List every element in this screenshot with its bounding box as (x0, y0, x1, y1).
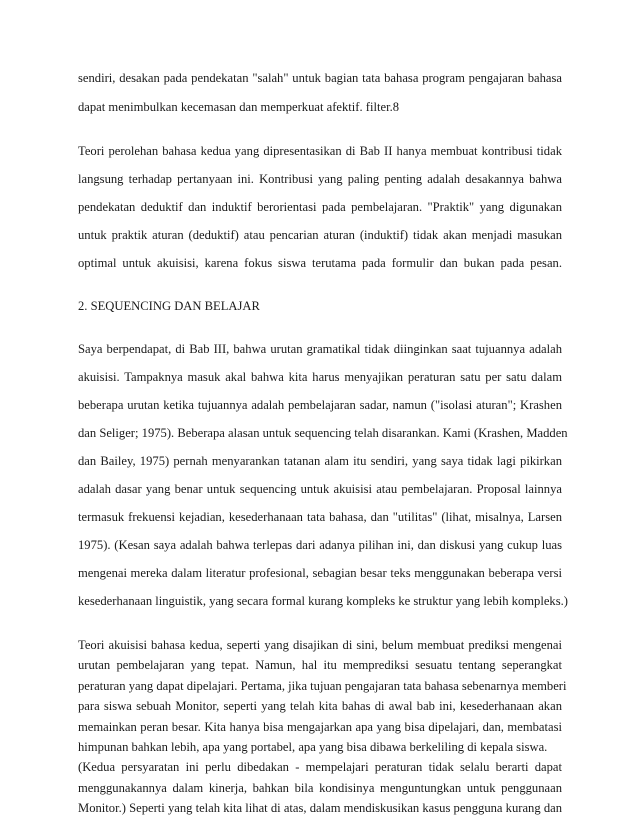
paragraph-line: untuk praktik aturan (deduktif) atau pencarian aturan (induktif) tidak akan menjadi masukan (78, 228, 562, 242)
paragraph-line: Teori akuisisi bahasa kedua, seperti yang disajikan di sini, belum membuat prediksi mengenai (78, 638, 562, 652)
section-heading: 2. SEQUENCING DAN BELAJAR (78, 299, 260, 313)
paragraph-line: menggunakannya dalam kinerja, bahkan bila kondisinya menguntungkan untuk penggunaan (78, 781, 562, 795)
paragraph-line: peraturan yang dapat dipelajari. Pertama, jika tujuan pengajaran tata bahasa sebenarnya memberi (78, 679, 567, 693)
paragraph-line: memainkan peran besar. Kita hanya bisa mengajarkan apa yang bisa dipelajari, dan, membatasi (78, 720, 562, 734)
paragraph-line: sendiri, desakan pada pendekatan "salah" untuk bagian tata bahasa program pengajaran bahasa (78, 71, 562, 85)
paragraph-line: dan Bailey, 1975) pernah menyarankan tatanan alam itu sendiri, yang saya tidak lagi pikirkan (78, 454, 562, 468)
paragraph-line: langsung terhadap pertanyaan ini. Kontribusi yang paling penting adalah desakannya bahwa (78, 172, 562, 186)
paragraph-line: optimal untuk akuisisi, karena fokus siswa terutama pada formulir dan bukan pada pesan. (78, 256, 562, 270)
paragraph-line: pendekatan deduktif dan induktif berorientasi pada pembelajaran. "Praktik" yang digunakan (78, 200, 562, 214)
paragraph-line: dapat menimbulkan kecemasan dan memperkuat afektif. filter.8 (78, 100, 400, 114)
paragraph-line: urutan pembelajaran yang tepat. Namun, hal itu memprediksi sesuatu tentang seperangkat (78, 658, 562, 672)
paragraph-line: himpunan bahkan lebih, apa yang portabel, apa yang bisa dibawa berkeliling di kepala siswa. (78, 740, 548, 754)
paragraph-line: dan Seliger; 1975). Beberapa alasan untuk sequencing telah disarankan. Kami (Krashen, Madden (78, 426, 568, 440)
paragraph-line: termasuk frekuensi kejadian, kesederhanaan tata bahasa, dan "utilitas" (lihat, misalnya, Larsen (78, 510, 562, 524)
paragraph-line: akuisisi. Tampaknya masuk akal bahwa kita harus menyajikan peraturan satu per satu dalam (78, 370, 562, 384)
paragraph-line: kesederhanaan linguistik, yang secara formal kurang kompleks ke struktur yang lebih kompleks.) (78, 594, 568, 608)
paragraph-line: para siswa sebuah Monitor, seperti yang telah kita bahas di awal bab ini, kesederhanaan akan (78, 699, 562, 713)
paragraph-line: 1975). (Kesan saya adalah bahwa terlepas dari adanya pilihan ini, dan diskusi yang cukup luas (78, 538, 562, 552)
paragraph-line: Teori perolehan bahasa kedua yang dipresentasikan di Bab II hanya membuat kontribusi tidak (78, 144, 562, 158)
paragraph-line: mengenai mereka dalam literatur profesional, sebagian besar teks menggunakan beberapa versi (78, 566, 562, 580)
paragraph-line: Saya berpendapat, di Bab III, bahwa urutan gramatikal tidak diinginkan saat tujuannya adalah (78, 342, 562, 356)
paragraph-line: beberapa urutan ketika tujuannya adalah pembelajaran sadar, namun ("isolasi aturan"; Krashen (78, 398, 562, 412)
paragraph-line: adalah dasar yang benar untuk sequencing untuk akuisisi atau pembelajaran. Proposal lainnya (78, 482, 562, 496)
paragraph-line: (Kedua persyaratan ini perlu dibedakan - mempelajari peraturan tidak selalu berarti dapat (78, 760, 562, 774)
paragraph-line: Monitor.) Seperti yang telah kita lihat di atas, dalam mendiskusikan kasus pengguna kurang dan (78, 801, 562, 815)
